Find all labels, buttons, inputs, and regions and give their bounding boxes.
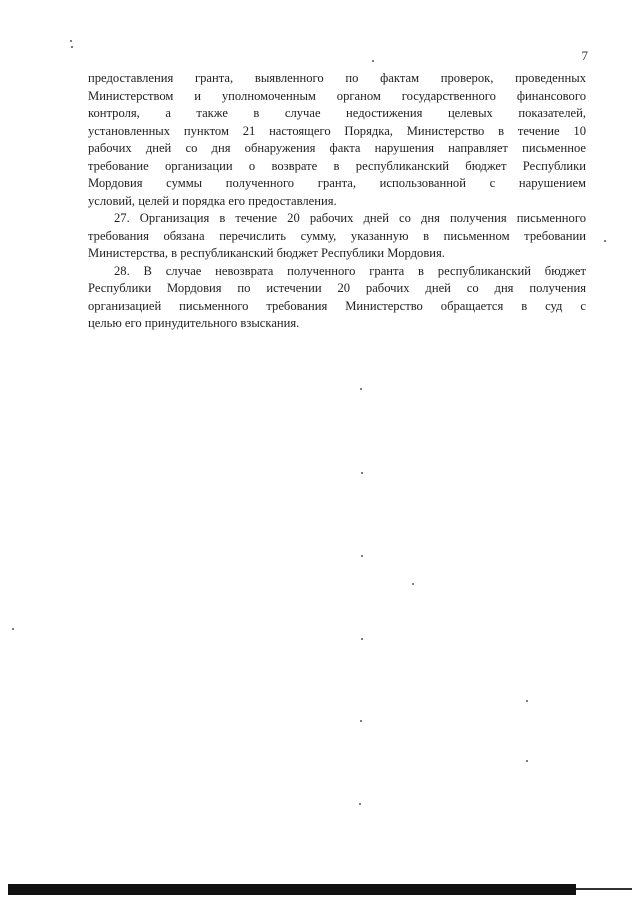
text-line: требование организации о возврате в республиканский бюджет Республики (88, 158, 586, 173)
text-line: контроля, а также в случае недостижения целевых показателей, (88, 106, 586, 120)
scan-speck (361, 472, 363, 474)
text-line: организацией письменного требования Министерство обращается в суд с (88, 298, 586, 313)
text-line: целью его принудительного взыскания. (88, 316, 300, 330)
scan-speck (360, 720, 362, 722)
scan-speck (412, 583, 414, 585)
page-number: 7 (581, 48, 588, 63)
text-line: рабочих дней со дня обнаружения факта нарушения направляет письменное (88, 141, 586, 155)
paragraph-27-line: 27. Организация в течение 20 рабочих дней со дня получения письменного (114, 211, 586, 225)
scan-speck (526, 700, 528, 702)
paragraph-28-line: 28. В случае невозврата полученного гранта в республиканский бюджет (114, 263, 586, 278)
document-body (88, 70, 586, 333)
scan-speck (71, 46, 73, 48)
scan-speck (12, 628, 14, 630)
scan-speck (70, 40, 72, 42)
scan-speck (361, 555, 363, 557)
scan-bottom-edge-tail (576, 888, 632, 890)
text-line: условий, целей и порядка его предоставления. (88, 193, 337, 208)
text-line: Министерством и уполномоченным органом государственного финансового (88, 88, 586, 103)
scan-speck (604, 240, 606, 242)
scan-bottom-edge (8, 884, 576, 895)
text-line: требования обязана перечислить сумму, указанную в письменном требовании (88, 228, 586, 243)
text-line: Республики Мордовия по истечении 20 рабочих дней со дня получения (88, 281, 586, 295)
scan-speck (361, 638, 363, 640)
text-line: установленных пунктом 21 настоящего Порядка, Министерство в течение 10 (88, 123, 586, 138)
scan-speck (372, 60, 374, 62)
text-line: Министерства, в республиканский бюджет Республики Мордовия. (88, 246, 445, 260)
scan-speck (359, 803, 361, 805)
scan-speck (526, 760, 528, 762)
scan-speck (360, 388, 362, 390)
text-line: предоставления гранта, выявленного по фактам проверок, проведенных (88, 71, 586, 85)
text-line: Мордовия суммы полученного гранта, использованной с нарушением (88, 176, 586, 190)
